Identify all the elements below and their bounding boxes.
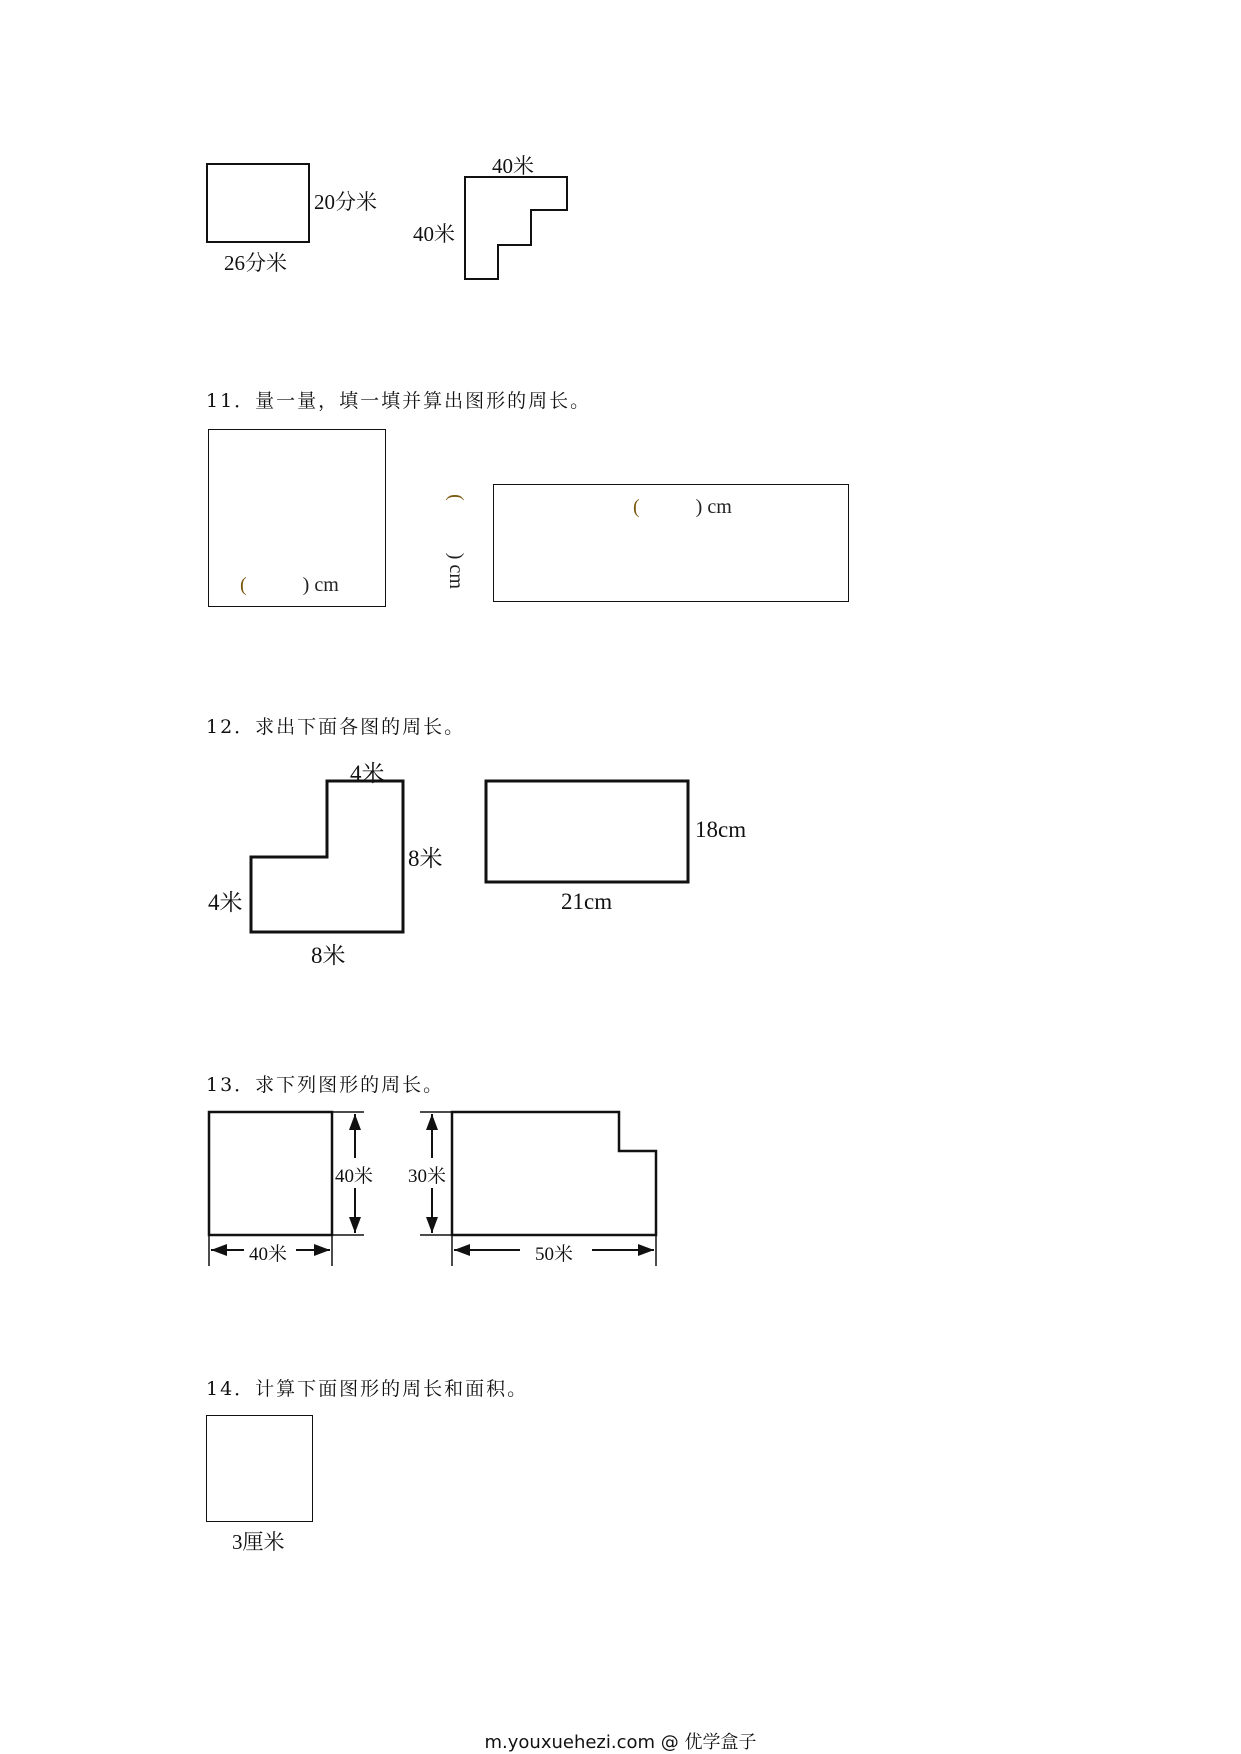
shape-h-arrowhead-right <box>638 1244 654 1256</box>
lshape-right-label: 8米 <box>408 846 443 871</box>
rect-height-label: 20分米 <box>314 190 377 214</box>
q11-rect-top-blank-open: ( <box>633 496 640 518</box>
notched-shape <box>452 1112 656 1235</box>
square-h-arrowhead-right <box>314 1244 330 1256</box>
rect-20x26 <box>206 163 310 243</box>
shape-width-label: 50米 <box>535 1239 573 1266</box>
rect-height-label-18cm: 18cm <box>695 817 747 842</box>
q11-rect-side-blank-close: ) cm <box>444 552 467 589</box>
square-width-label: 40米 <box>249 1239 287 1266</box>
l-shape <box>251 781 403 932</box>
shape-height-label: 30米 <box>408 1161 446 1188</box>
square-v-arrowhead-down <box>349 1217 361 1233</box>
rect-21x18 <box>486 781 688 882</box>
q11-rect-top-blank <box>633 496 732 519</box>
stair-top-label: 40米 <box>492 154 534 178</box>
shape-v-arrowhead-up <box>426 1114 438 1130</box>
shape-h-arrowhead-left <box>454 1244 470 1256</box>
q11-rect-top-blank-close: ) cm <box>695 496 732 518</box>
square-40 <box>209 1112 332 1235</box>
shape-v-arrowhead-down <box>426 1217 438 1233</box>
question-13: 13．求下列图形的周长。 <box>206 1074 445 1096</box>
question-11: 11．量一量，填一填并算出图形的周长。 <box>206 390 592 412</box>
footer-watermark: m.youxuehezi.com @ 优学盒子 <box>484 1732 757 1753</box>
question-12: 12．求出下面各图的周长。 <box>206 716 466 738</box>
rect-width-label-21cm: 21cm <box>561 889 613 914</box>
square-height-label: 40米 <box>335 1161 373 1188</box>
question-14: 14．计算下面图形的周长和面积。 <box>206 1378 529 1400</box>
q14-square-side-label: 3厘米 <box>232 1530 285 1554</box>
lshape-left-label: 4米 <box>208 890 243 915</box>
lshape-top-label: 4米 <box>350 761 385 786</box>
q11-rect-side-blank <box>444 494 467 589</box>
stair-left-label: 40米 <box>413 222 455 246</box>
rect-width-label: 26分米 <box>224 251 287 275</box>
q14-square <box>206 1415 313 1522</box>
q11-square-blank <box>240 574 339 597</box>
lshape-bottom-label: 8米 <box>311 943 346 968</box>
q11-square-blank-open: ( <box>240 574 247 596</box>
q11-rect-side-blank-open: ( <box>444 494 467 501</box>
staircase-shape <box>465 177 567 279</box>
q11-square-blank-close: ) cm <box>302 574 339 596</box>
square-v-arrowhead-up <box>349 1114 361 1130</box>
square-h-arrowhead-left <box>211 1244 227 1256</box>
